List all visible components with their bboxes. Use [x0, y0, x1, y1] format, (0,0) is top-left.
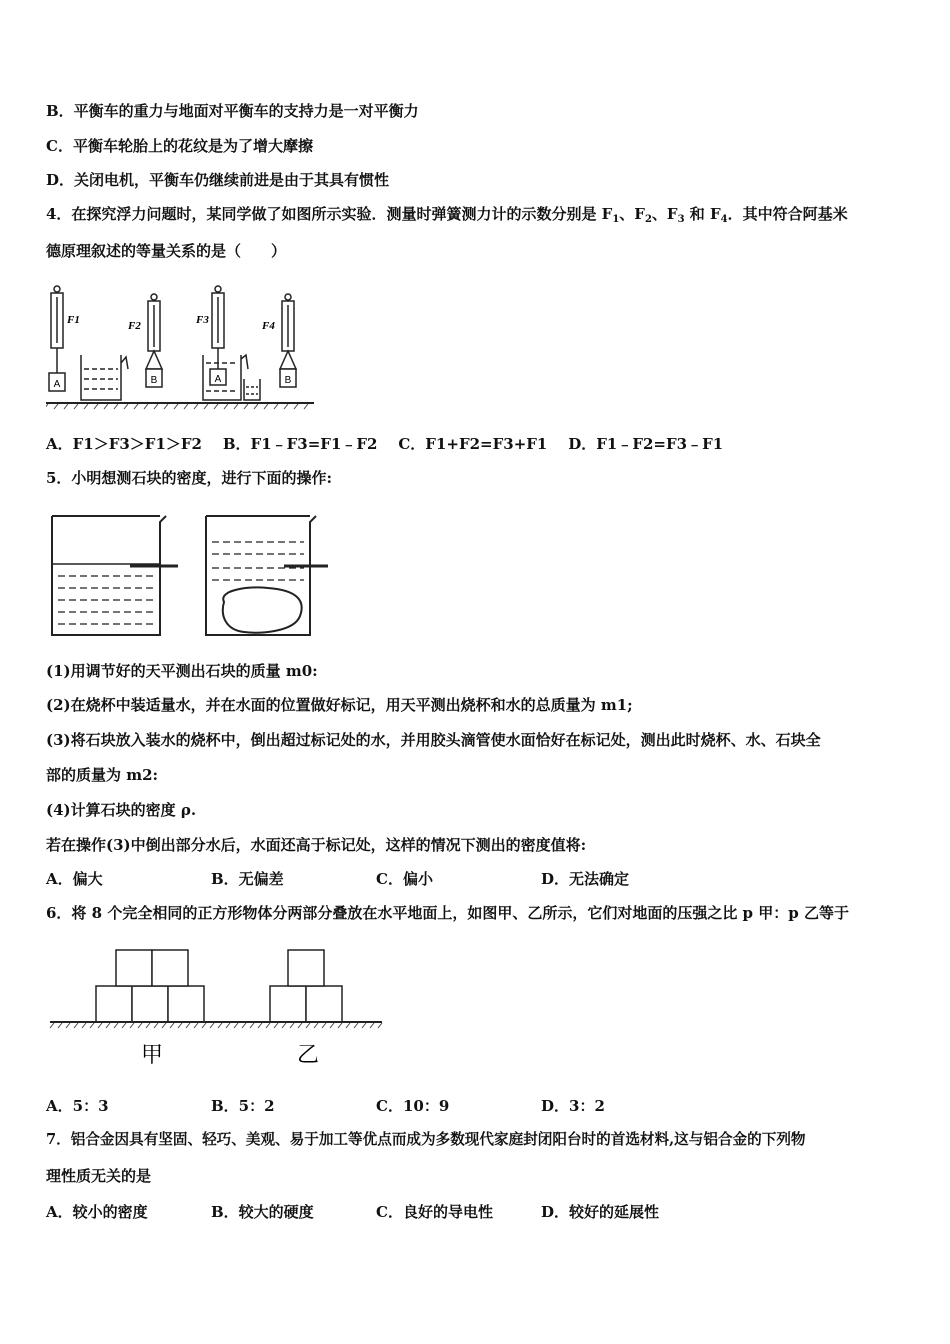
q6-option-c: C．10：9 — [376, 1097, 450, 1115]
q6-title: 6．将 8 个完全相同的正方形物体分两部分叠放在水平地面上，如图甲、乙所示，它们对地面的压强之比 p 甲：p 乙等于 — [46, 904, 849, 922]
q6-label-jia: 甲 — [140, 1043, 164, 1068]
q4-block-b2: B — [284, 375, 292, 386]
q6-option-a: A．5：3 — [46, 1097, 109, 1115]
q3-option-c: C．平衡车轮胎上的花纹是为了增大摩擦 — [46, 137, 313, 155]
q4-label-f4: F4 — [262, 320, 275, 332]
q4-stem-line1: 4．在探究浮力问题时，某同学做了如图所示实验．测量时弹簧测力计的示数分别是 $F_1$、$F_2$、$F_3$ 和 $F_4$．其中符合阿基米 — [46, 205, 848, 225]
q5-step-2: (2)在烧杯中装适量水，并在水面的位置做好标记，用天平测出烧杯和水的总质量为 m1; — [46, 696, 633, 714]
q5-title: 5．小明想测石块的密度，进行下面的操作: — [46, 469, 332, 487]
q7-stem-line1: 7．铝合金因具有坚固、轻巧、美观、易于加工等优点而成为多数现代家庭封闭阳台时的首选材料,这与铝合金的下列物 — [46, 1131, 806, 1148]
q4-option-d: D．F1﹣F2=F3﹣F1 — [568, 435, 724, 453]
q5-step-4: (4)计算石块的密度 ρ. — [46, 801, 197, 819]
q4-label-f1: F1 — [67, 314, 80, 326]
q5-option-b: B．无偏差 — [211, 870, 284, 888]
q5-step-1: (1)用调节好的天平测出石块的质量 m0: — [46, 662, 318, 680]
q4-stem-line2: 德原理叙述的等量关系的是（ ） — [46, 242, 287, 260]
q3-option-d: D．关闭电机，平衡车仍继续前进是由于其具有惯性 — [46, 171, 390, 189]
q4-options — [46, 433, 723, 455]
q6-option-b: B．5：2 — [211, 1097, 275, 1115]
q6-figure — [48, 948, 388, 1076]
q7-stem-line2: 理性质无关的是 — [46, 1167, 152, 1185]
q5-option-c: C．偏小 — [376, 870, 433, 888]
q7-option-d: D．较好的延展性 — [541, 1203, 660, 1221]
q6-stacked-blocks-diagram — [48, 948, 388, 1076]
q5-question: 若在操作(3)中倒出部分水后，水面还高于标记处，这样的情况下测出的密度值将: — [46, 836, 587, 854]
q6-option-d: D．3：2 — [541, 1097, 605, 1115]
q7-options — [46, 1201, 706, 1223]
q4-option-a: A．F1＞F3＞F1＞F2 — [46, 435, 202, 453]
q6-options — [46, 1095, 706, 1117]
q5-option-a: A．偏大 — [46, 870, 103, 888]
q5-option-d: D．无法确定 — [541, 870, 630, 888]
q5-figure — [48, 512, 338, 640]
q5-step-3a: (3)将石块放入装水的烧杯中，倒出超过标记处的水，并用胶头滴管使水面恰好在标记处，测出此时烧杯、水、石块全 — [46, 731, 821, 749]
q6-label-yi: 乙 — [296, 1043, 320, 1068]
q7-option-a: A．较小的密度 — [46, 1203, 148, 1221]
q4-option-b: B．F1﹣F3=F1﹣F2 — [222, 435, 378, 453]
q4-option-c: C．F1+F2=F3+F1 — [398, 435, 548, 453]
q5-step-3b: 部的质量为 m2: — [46, 766, 159, 784]
q7-option-b: B．较大的硬度 — [211, 1203, 314, 1221]
q5-beaker-diagram — [48, 512, 338, 640]
q4-label-f3: F3 — [196, 314, 209, 326]
q4-block-a2: A — [214, 374, 222, 385]
q4-spring-scale-diagram — [46, 283, 316, 413]
q5-options — [46, 868, 706, 890]
q3-option-b: B．平衡车的重力与地面对平衡车的支持力是一对平衡力 — [46, 102, 419, 120]
q4-block-a1: A — [53, 379, 61, 390]
q4-label-f2: F2 — [128, 320, 141, 332]
q7-option-c: C．良好的导电性 — [376, 1203, 493, 1221]
q4-figure — [46, 283, 316, 413]
q4-block-b1: B — [150, 375, 158, 386]
